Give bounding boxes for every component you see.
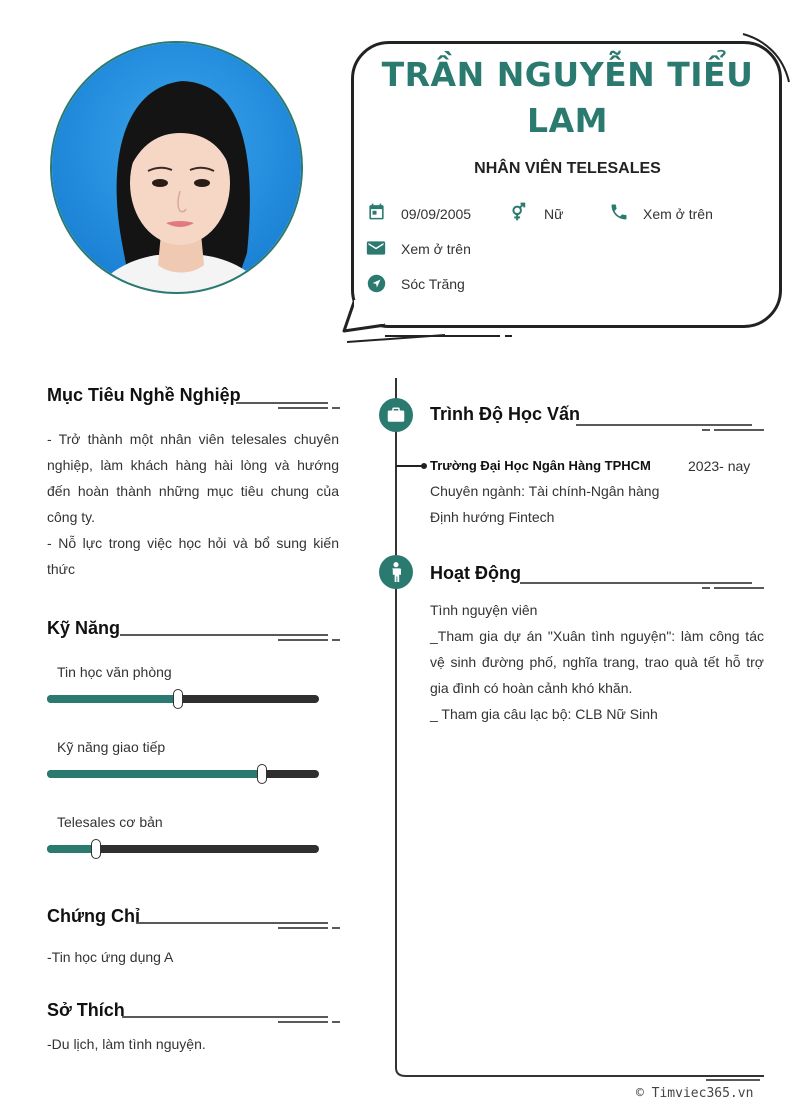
title-underline	[136, 918, 342, 932]
skill-bar-fill	[47, 845, 96, 853]
skill-bar-knob	[173, 689, 183, 709]
briefcase-icon	[379, 398, 413, 432]
skill-bar	[47, 845, 319, 853]
hobbies-title: Sở Thích	[47, 1000, 125, 1020]
title-underline	[122, 1012, 342, 1026]
title-underline	[236, 398, 342, 412]
footer-copyright: © Timviec365.vn	[636, 1086, 754, 1101]
address: Sóc Trăng	[401, 276, 465, 292]
email: Xem ở trên	[401, 241, 471, 257]
skill-label: Kỹ năng giao tiếp	[57, 739, 166, 755]
birthday: 09/09/2005	[401, 206, 472, 222]
hobbies-text: -Du lịch, làm tình nguyện.	[47, 1036, 206, 1052]
person-icon	[379, 555, 413, 589]
location-icon	[367, 274, 386, 293]
certificates-title: Chứng Chỉ	[47, 906, 141, 926]
phone: Xem ở trên	[643, 206, 713, 222]
skills-title: Kỹ Năng	[47, 618, 121, 638]
calendar-icon	[367, 202, 386, 221]
profile-photo	[50, 41, 303, 294]
activities-content	[430, 597, 764, 727]
title-underline	[576, 420, 766, 434]
skill-bar	[47, 770, 319, 778]
skill-label: Tin học văn phòng	[57, 664, 172, 680]
skill-bar-fill	[47, 695, 178, 703]
education-orientation: Định hướng Fintech	[430, 509, 555, 525]
objective-title: Mục Tiêu Nghề Nghiệp	[47, 385, 241, 405]
skill-bar	[47, 695, 319, 703]
activities-title: Hoạt Động	[430, 563, 521, 583]
objective-line: - Nỗ lực trong việc học hỏi và bổ sung kiến thức	[47, 535, 339, 577]
certificates-text: -Tin học ứng dụng A	[47, 949, 174, 965]
decorative-underline	[345, 330, 525, 346]
objective-text	[47, 426, 339, 582]
title-underline	[120, 630, 342, 644]
activity-role: Tình nguyện viên	[430, 602, 538, 618]
skill-bar-knob	[91, 839, 101, 859]
email-icon	[366, 239, 386, 257]
gender: Nữ	[544, 206, 564, 222]
skill-label: Telesales cơ bản	[57, 814, 163, 830]
education-time: 2023- nay	[688, 458, 751, 474]
candidate-name: TRẦN NGUYỄN TIỂU LAM	[381, 55, 754, 140]
job-title: NHÂN VIÊN TELESALES	[474, 160, 661, 177]
education-school: Trường Đại Học Ngân Hàng TPHCM	[430, 458, 651, 473]
education-title: Trình Độ Học Vấn	[430, 404, 581, 424]
gender-icon	[508, 202, 528, 222]
objective-line: - Trở thành một nhân viên telesales chuyên nghiệp, làm khách hàng hài lòng và hướng đến hoàn thành những mục tiêu chung của công ty.	[47, 431, 339, 525]
education-major: Chuyên ngành: Tài chính-Ngân hàng	[430, 483, 660, 499]
skill-bar-fill	[47, 770, 262, 778]
skill-bar-knob	[257, 764, 267, 784]
activity-desc: _Tham gia dự án "Xuân tình nguyện": làm công tác vệ sinh đường phố, nghĩa trang, trao quà tết hỗ trợ gia đình có hoàn cảnh khó khăn.	[430, 628, 764, 696]
phone-icon	[609, 202, 629, 222]
title-underline	[520, 578, 766, 592]
activity-club: _ Tham gia câu lạc bộ: CLB Nữ Sinh	[430, 706, 658, 722]
